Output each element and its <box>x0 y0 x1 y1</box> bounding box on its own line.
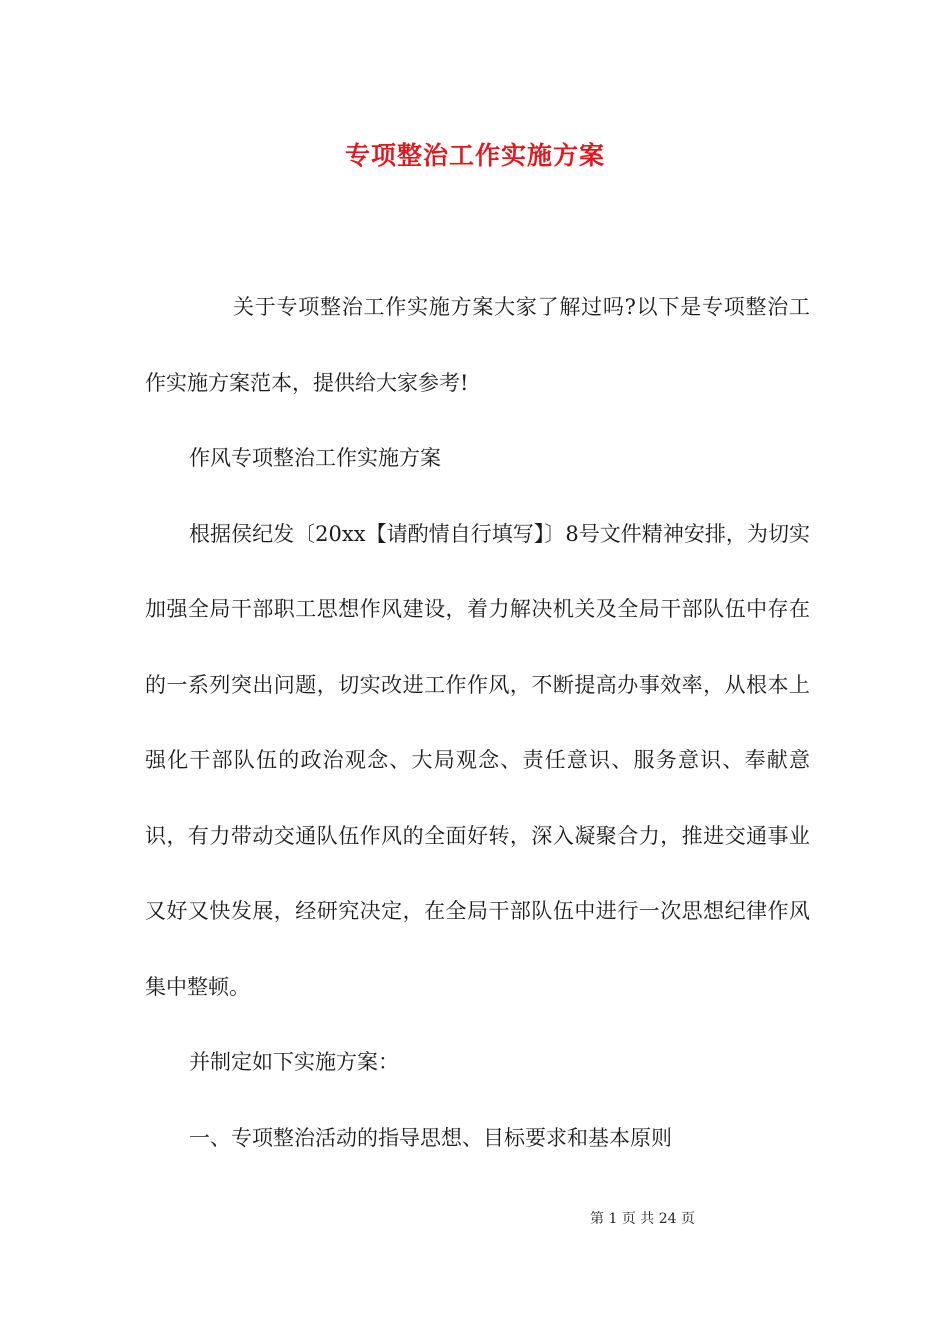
body-paragraph: 根据侯纪发〔20xx【请酌情自行填写】〕8号文件精神安排，为切实加强全局干部职工思想作风建设，着力解决机关及全局干部队伍中存在的一系列突出问题，切实改进工作作风，不断提高办事效率，从根本上强化干部队伍的政治观念、大局观念、责任意识、服务意识、奉献意识，有力带动交通队伍作风的全面好转，深入凝聚合力，推进交通事业又好又快发展，经研究决定，在全局干部队伍中进行一次思想纪律作风集中整顿。 <box>145 521 810 999</box>
section-heading: 作风专项整治工作实施方案 <box>189 446 441 470</box>
document-body <box>145 270 810 1176</box>
page-number: 第 1 页 共 24 页 <box>590 1211 695 1227</box>
document-title: 专项整治工作实施方案 <box>344 141 605 170</box>
plan-intro-paragraph: 并制定如下实施方案： <box>189 1050 399 1074</box>
subsection-heading: 一、专项整治活动的指导思想、目标要求和基本原则 <box>189 1125 672 1150</box>
intro-paragraph: 关于专项整治工作实施方案大家了解过吗?以下是专项整治工作实施方案范本，提供给大家参考! <box>145 295 810 395</box>
